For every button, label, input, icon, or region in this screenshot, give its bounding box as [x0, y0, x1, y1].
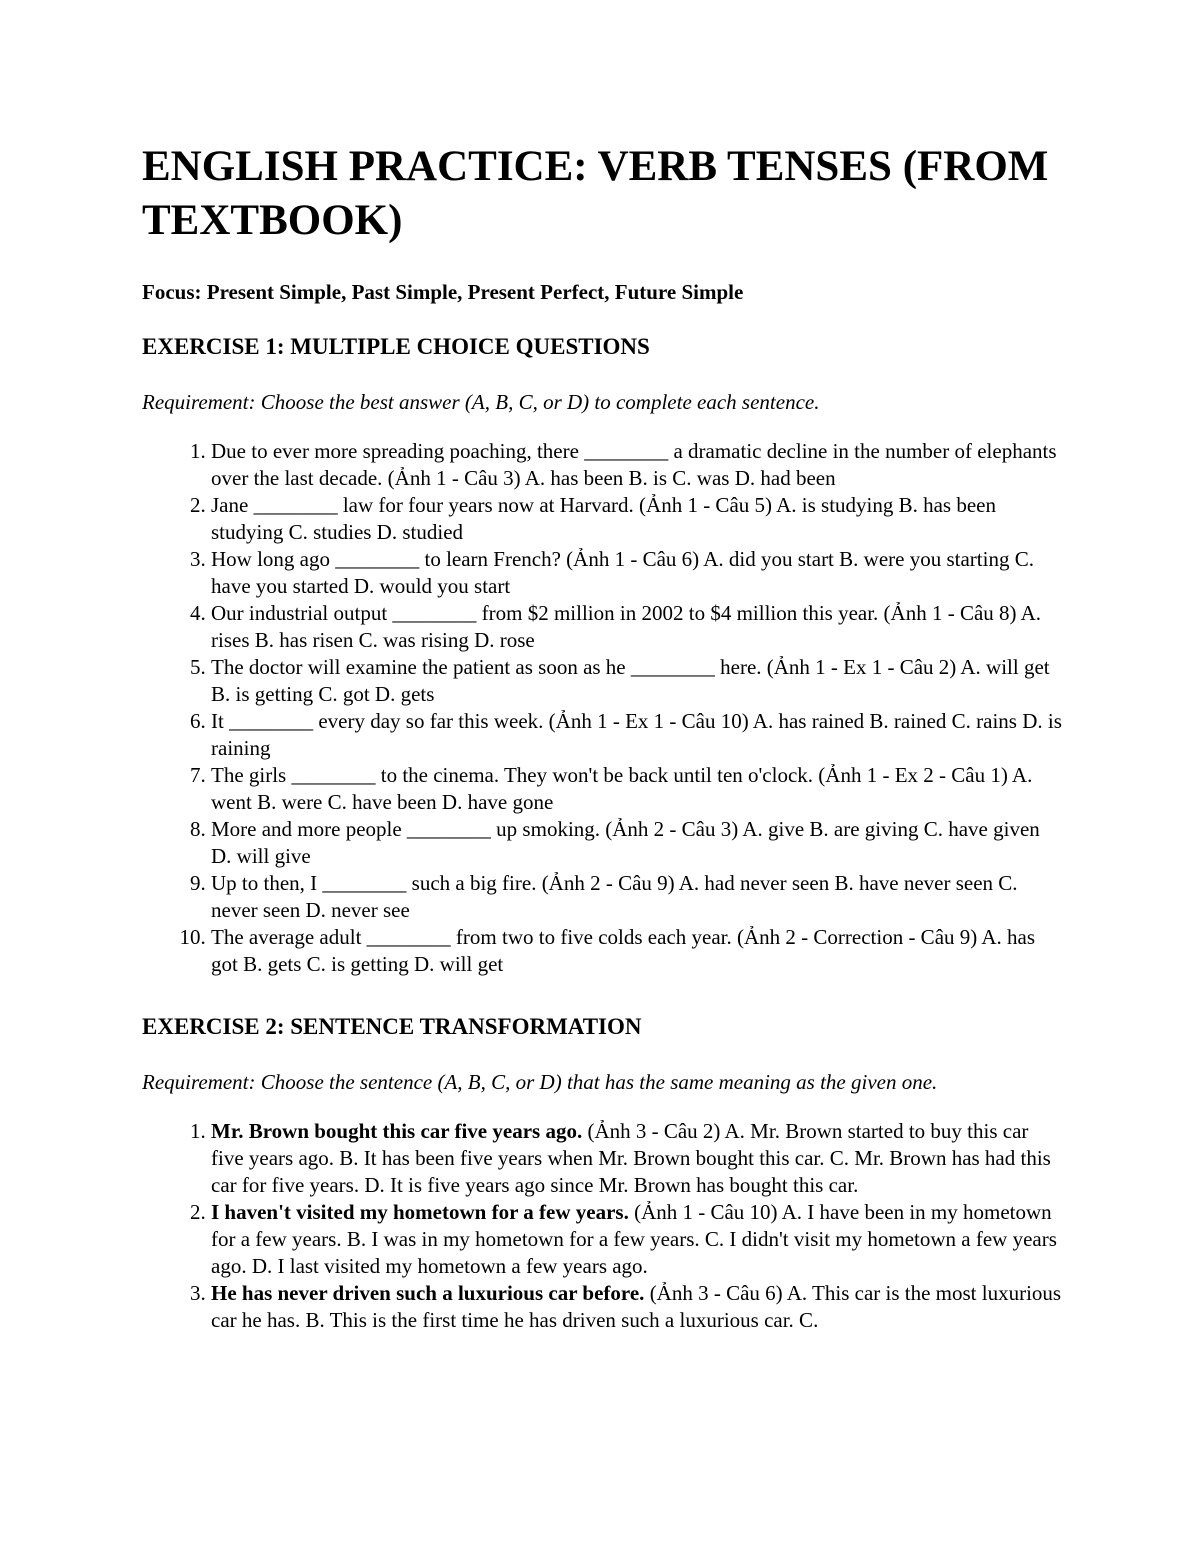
transformation-item — [211, 1199, 1062, 1280]
question-item: 4. Our industrial output ________ from $2 million in 2002 to $4 million this year. (Ảnh 1 - Câu 8) A. rises B. has risen C. was rising D. rose — [211, 600, 1062, 654]
answer-options: (Ảnh 1 - Câu 10) A. I have been in my hometown for a few years. B. I was in my hometown for a few years. C. I didn't visit my hometown a few years ago. D. I last visited my hometown a few years ago. — [211, 1200, 1057, 1278]
exercise-2-section — [142, 1012, 1062, 1334]
given-sentence: I haven't visited my hometown for a few years. — [211, 1200, 629, 1224]
transformation-item — [211, 1280, 1062, 1334]
exercise-1-question-list — [142, 438, 1062, 978]
document-content — [142, 140, 1062, 1334]
exercise-2-requirement: Requirement: Choose the sentence (A, B, C, or D) that has the same meaning as the given one. — [142, 1070, 938, 1094]
transformation-item — [211, 1118, 1062, 1199]
given-sentence: He has never driven such a luxurious car before. — [211, 1281, 645, 1305]
answer-options: (Ảnh 3 - Câu 2) A. Mr. Brown started to buy this car five years ago. B. It has been five years when Mr. Brown bought this car. C. Mr. Brown has had this car for five years. D. It is five years ago since Mr. Brown has bought this car. — [211, 1119, 1051, 1197]
question-item: 9. Up to then, I ________ such a big fire. (Ảnh 2 - Câu 9) A. had never seen B. have never seen C. never seen D. never see — [211, 870, 1062, 924]
question-item: 2. Jane ________ law for four years now at Harvard. (Ảnh 1 - Câu 5) A. is studying B. has been studying C. studies D. studied — [211, 492, 1062, 546]
question-item: 3. How long ago ________ to learn French? (Ảnh 1 - Câu 6) A. did you start B. were you starting C. have you started D. would you start — [211, 546, 1062, 600]
question-item: 6. It ________ every day so far this week. (Ảnh 1 - Ex 1 - Câu 10) A. has rained B. rained C. rains D. is raining — [211, 708, 1062, 762]
question-item: 7. The girls ________ to the cinema. They won't be back until ten o'clock. (Ảnh 1 - Ex 2 - Câu 1) A. went B. were C. have been D. have gone — [211, 762, 1062, 816]
page-title: ENGLISH PRACTICE: VERB TENSES (FROM TEXTBOOK) — [142, 143, 1049, 244]
question-item: 1. Due to ever more spreading poaching, there ________ a dramatic decline in the number of elephants over the last decade. (Ảnh 1 - Câu 3) A. has been B. is C. was D. had been — [211, 438, 1062, 492]
exercise-1-requirement: Requirement: Choose the best answer (A, B, C, or D) to complete each sentence. — [142, 390, 820, 414]
given-sentence: Mr. Brown bought this car five years ago. — [211, 1119, 583, 1143]
exercise-2-question-list — [142, 1118, 1062, 1334]
question-item: 8. More and more people ________ up smoking. (Ảnh 2 - Câu 3) A. give B. are giving C. have given D. will give — [211, 816, 1062, 870]
focus-line: Focus: Present Simple, Past Simple, Present Perfect, Future Simple — [142, 280, 744, 304]
answer-options: (Ảnh 3 - Câu 6) A. This car is the most luxurious car he has. B. This is the first time he has driven such a luxurious car. C. — [211, 1281, 1062, 1332]
question-item: 5. The doctor will examine the patient as soon as he ________ here. (Ảnh 1 - Ex 1 - Câu 2) A. will get B. is getting C. got D. gets — [211, 654, 1062, 708]
exercise-2-heading: EXERCISE 2: SENTENCE TRANSFORMATION — [142, 1014, 642, 1039]
question-item: 10. The average adult ________ from two to five colds each year. (Ảnh 2 - Correction - Câu 9) A. has got B. gets C. is getting D. will get — [211, 924, 1062, 978]
exercise-1-heading: EXERCISE 1: MULTIPLE CHOICE QUESTIONS — [142, 334, 650, 359]
